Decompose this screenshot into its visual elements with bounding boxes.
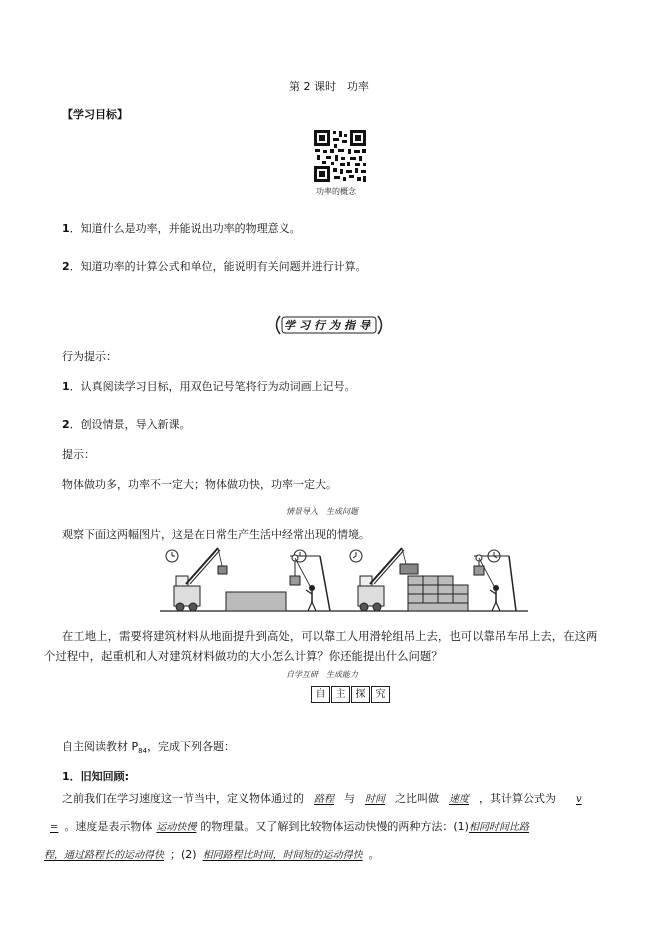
section-label-intro: 情景导入 生成问题 [286, 507, 358, 516]
explore-tag-char: 探 [351, 686, 370, 703]
review-text: 之比叫做 [395, 792, 439, 805]
review-text: 与 [344, 792, 355, 805]
review-text: 的物理量。又了解到比较物体运动快慢的两种方法：(1) [200, 820, 469, 833]
section-label-selfstudy: 自学互研 生成能力 [286, 670, 358, 679]
objective-item-2 [62, 258, 367, 274]
read-text-end: ，完成下列各题： [147, 740, 236, 753]
guide-number: 2 [62, 418, 70, 431]
answer-blank-method2: 相同路程比时间，时间短的运动得快 [202, 850, 363, 861]
answer-blank-formula-v: v [576, 794, 582, 805]
answer-blank-method1-cont: 程，通过路程长的运动得快 [44, 850, 164, 861]
answer-blank-distance: 路程 [314, 794, 334, 805]
guide-number: 1 [62, 380, 70, 393]
review-heading: 1．旧知回顾: [62, 770, 130, 783]
observe-text: 观察下面这两幅图片，这是在日常生产生活中经常出现的情境。 [62, 528, 370, 541]
review-text: ，其计算公式为 [479, 792, 556, 805]
answer-blank-speed: 速度 [449, 794, 469, 805]
hint-heading: 提示： [62, 448, 95, 461]
objective-number: 2 [62, 260, 70, 273]
answer-blank-time: 时间 [365, 794, 385, 805]
crane-illustration-left [160, 546, 344, 614]
scenario-line-1: 在工地上，需要将建筑材料从地面提升到高处，可以靠工人用滑轮组吊上去，也可以靠吊车吊上去，在这两 [62, 629, 598, 643]
guide-heading: 行为提示： [62, 350, 117, 363]
objective-text: ．知道什么是功率，并能说出功率的物理意义。 [69, 222, 301, 235]
objectives-heading: 【学习目标】 [62, 108, 128, 121]
answer-blank-method1: 相同时间比路 [468, 822, 529, 833]
objective-text: ．知道功率的计算公式和单位，能说明有关问题并进行计算。 [69, 260, 367, 273]
scenario-line-2: 个过程中，起重机和人对建筑材料做功的大小怎么计算？你还能提出什么问题？ [44, 649, 443, 663]
qr-caption: 功率的概念 [316, 187, 356, 196]
guide-item-1 [62, 378, 356, 394]
explore-tag [311, 686, 391, 703]
explore-tag-char: 主 [331, 686, 350, 703]
hint-text: 物体做功多，功率不一定大；物体做功快，功率一定大。 [62, 478, 337, 491]
answer-blank-formula-eq: = [50, 822, 59, 833]
read-text: 自主阅读教材 P [62, 740, 139, 753]
page-title: 第 2 课时 功率 [289, 80, 369, 93]
qr-code-icon[interactable] [312, 128, 368, 184]
guide-item-2 [62, 416, 191, 432]
crane-illustration-right [344, 546, 528, 614]
explore-tag-char: 究 [371, 686, 390, 703]
guide-text: ．认真阅读学习目标，用双色记号笔将行为动词画上记号。 [69, 380, 356, 393]
guide-banner [272, 314, 386, 336]
review-line-2 [44, 818, 529, 834]
read-instruction [62, 738, 235, 755]
review-text: 。速度是表示物体 [64, 820, 153, 833]
review-text: 。 [368, 848, 380, 861]
review-text: ；(2) [170, 848, 197, 861]
guide-text: ．创设情景，导入新课。 [69, 418, 191, 431]
banner-text: 学习行为指导 [284, 319, 374, 332]
review-text: 之前我们在学习速度这一节当中，定义物体通过的 [62, 792, 304, 805]
page-number: 84 [138, 747, 148, 756]
answer-blank-motion: 运动快慢 [156, 822, 197, 833]
review-line-1 [62, 790, 584, 806]
explore-tag-char: 自 [311, 686, 330, 703]
review-line-3 [44, 846, 380, 862]
objective-item-1 [62, 220, 301, 236]
objective-number: 1 [62, 222, 70, 235]
